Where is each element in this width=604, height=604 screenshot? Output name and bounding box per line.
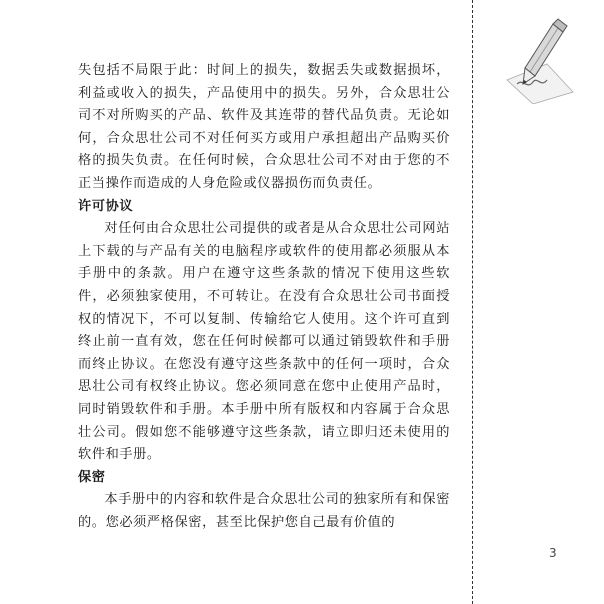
paragraph-license-agreement: 对任何由合众思壮公司提供的或者是从合众思壮公司网站上下载的与产品有关的电脑程序或软件的使用都必须服从本手册中的条款。用户在遵守这些条款的情况下使用这些软件，必须独家使用，不可转让。在没有合众思壮公司书面授权的情况下，不可以复制、传输给它人使用。这个许可直到终止前一直有效，您在任何时候都可以通过销毁软件和手册而终止协议。在您没有遵守这些条款中的任何一项时，合众思壮公司有权终止协议。您必须同意在您中止使用产品时，同时销毁软件和手册。本手册中所有版权和内容属于合众思壮公司。假如您不能够遵守这些条款，请立即归还未使用的软件和手册。 xyxy=(78,221,450,463)
pencil-writing-icon xyxy=(503,18,575,104)
margin-divider xyxy=(472,0,473,604)
paragraph-confidentiality: 本手册中的内容和软件是合众思壮公司的独家所有和保密的。您必须严格保密，甚至比保护您自己最有价值的 xyxy=(78,492,450,530)
heading-confidentiality: 保密 xyxy=(78,469,106,485)
body-text xyxy=(78,60,450,534)
heading-license-agreement: 许可协议 xyxy=(78,198,134,214)
page-number: 3 xyxy=(549,546,557,560)
paragraph-liability: 失包括不局限于此：时间上的损失，数据丢失或数据损坏，利益或收入的损失，产品使用中的损失。另外，合众思壮公司不对所购买的产品、软件及其连带的替代品负责。无论如何，合众思壮公司不对任何买方或用户承担超出产品购买价格的损失负责。在任何时候，合众思壮公司不对由于您的不正当操作而造成的人身危险或仪器损伤而负责任。 xyxy=(78,63,450,191)
